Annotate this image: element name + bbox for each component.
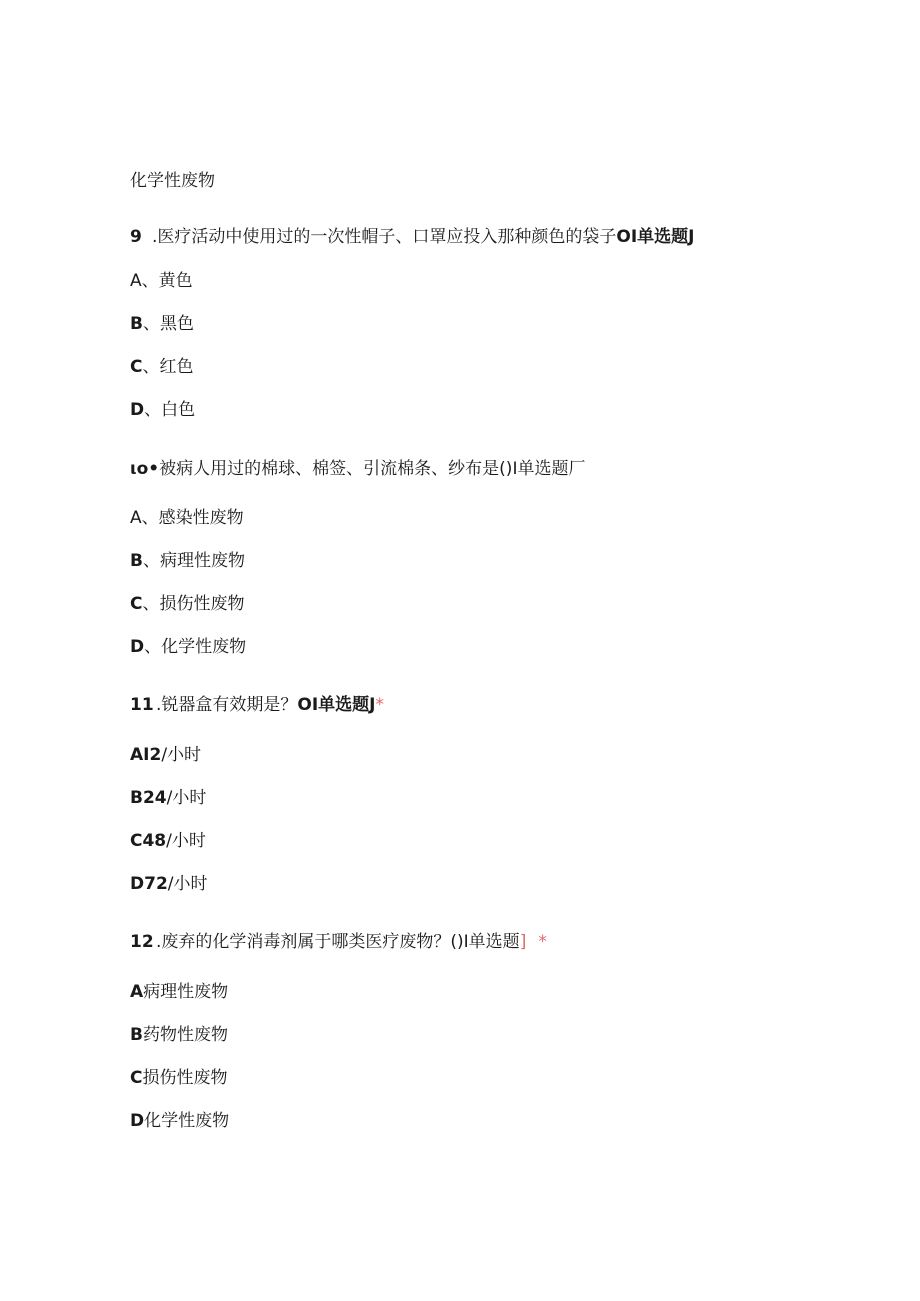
question-type-tag: I单选题厂 xyxy=(512,459,586,479)
option-a[interactable] xyxy=(130,507,244,529)
option-label: C xyxy=(130,1068,143,1088)
option-label: D72 xyxy=(130,874,168,894)
option-separator: 、 xyxy=(141,508,159,528)
option-label: B xyxy=(130,314,143,334)
option-label: D xyxy=(130,637,145,657)
option-label: B24 xyxy=(130,788,167,808)
question-type-tag: ] xyxy=(519,932,527,952)
option-text: 药物性废物 xyxy=(142,1025,228,1045)
option-separator: 、 xyxy=(142,314,160,334)
question-number: ιo• xyxy=(130,459,160,479)
option-text: 黄色 xyxy=(158,271,193,291)
option-text: 红色 xyxy=(159,357,194,377)
option-label: A xyxy=(130,982,144,1002)
question-12 xyxy=(130,931,547,953)
option-b[interactable] xyxy=(130,313,194,335)
option-label: B xyxy=(130,1025,143,1045)
option-separator: / xyxy=(166,831,172,851)
option-label: D xyxy=(130,1111,145,1131)
option-separator: 、 xyxy=(141,271,159,291)
question-text: .废弃的化学消毒剂属于哪类医疗废物？()I单选题 xyxy=(156,932,520,952)
question-text: 被病人用过的棉球、棉签、引流棉条、纱布是() xyxy=(159,459,513,479)
question-text: .医疗活动中使用过的一次性帽子、口罩应投入那种颜色的袋子 xyxy=(152,227,617,247)
option-text: 小时 xyxy=(172,788,207,808)
question-9 xyxy=(130,226,695,248)
option-a[interactable] xyxy=(130,981,228,1003)
option-separator: / xyxy=(161,745,168,765)
option-separator: 、 xyxy=(142,357,160,377)
option-d[interactable] xyxy=(130,636,246,658)
option-c[interactable] xyxy=(130,356,193,378)
option-separator: / xyxy=(166,788,173,808)
question-number: 12 xyxy=(130,932,154,952)
required-star: * xyxy=(538,932,547,952)
option-text: 感染性废物 xyxy=(158,508,244,528)
option-b[interactable] xyxy=(130,550,245,572)
option-text: 病理性废物 xyxy=(143,982,229,1002)
option-separator: / xyxy=(167,874,174,894)
option-label: D xyxy=(130,400,145,420)
option-separator: 、 xyxy=(142,594,160,614)
option-text: 损伤性废物 xyxy=(159,594,245,614)
option-label: C48 xyxy=(130,831,167,851)
option-text: 小时 xyxy=(167,745,202,765)
option-label: A xyxy=(130,508,142,528)
option-label: AI2 xyxy=(130,745,162,765)
option-a[interactable] xyxy=(130,270,193,292)
question-11 xyxy=(130,694,384,716)
option-text: 损伤性废物 xyxy=(142,1068,228,1088)
question-type-tag: OI单选题J xyxy=(616,227,695,247)
question-text: .锐器盒有效期是？ xyxy=(156,695,298,715)
option-text: 小时 xyxy=(173,874,208,894)
option-d[interactable] xyxy=(130,1110,229,1132)
option-text: 黑色 xyxy=(159,314,194,334)
question-number: 9 xyxy=(130,227,142,247)
question-type-tag: OI单选题J xyxy=(297,695,376,715)
option-b[interactable] xyxy=(130,1024,228,1046)
option-b[interactable] xyxy=(130,787,206,809)
option-label: B xyxy=(130,551,143,571)
option-label: A xyxy=(130,271,142,291)
option-c[interactable] xyxy=(130,830,206,852)
option-text: 白色 xyxy=(161,400,196,420)
question-number: 11 xyxy=(130,695,154,715)
option-text: 化学性废物 xyxy=(130,171,215,191)
required-star: * xyxy=(375,695,385,715)
question-10 xyxy=(130,458,585,480)
option-label: C xyxy=(130,594,143,614)
option-a[interactable] xyxy=(130,744,201,766)
option-separator: 、 xyxy=(142,551,160,571)
option-separator: 、 xyxy=(144,637,162,657)
option-text: 化学性废物 xyxy=(144,1111,230,1131)
option-c[interactable] xyxy=(130,593,244,615)
option-c[interactable] xyxy=(130,1067,227,1089)
option-label: C xyxy=(130,357,143,377)
option-separator: 、 xyxy=(144,400,162,420)
option-text: 化学性废物 xyxy=(161,637,247,657)
option-text: 病理性废物 xyxy=(159,551,245,571)
option-d[interactable] xyxy=(130,873,208,895)
option-d[interactable] xyxy=(130,399,195,421)
option-text: 小时 xyxy=(171,831,206,851)
